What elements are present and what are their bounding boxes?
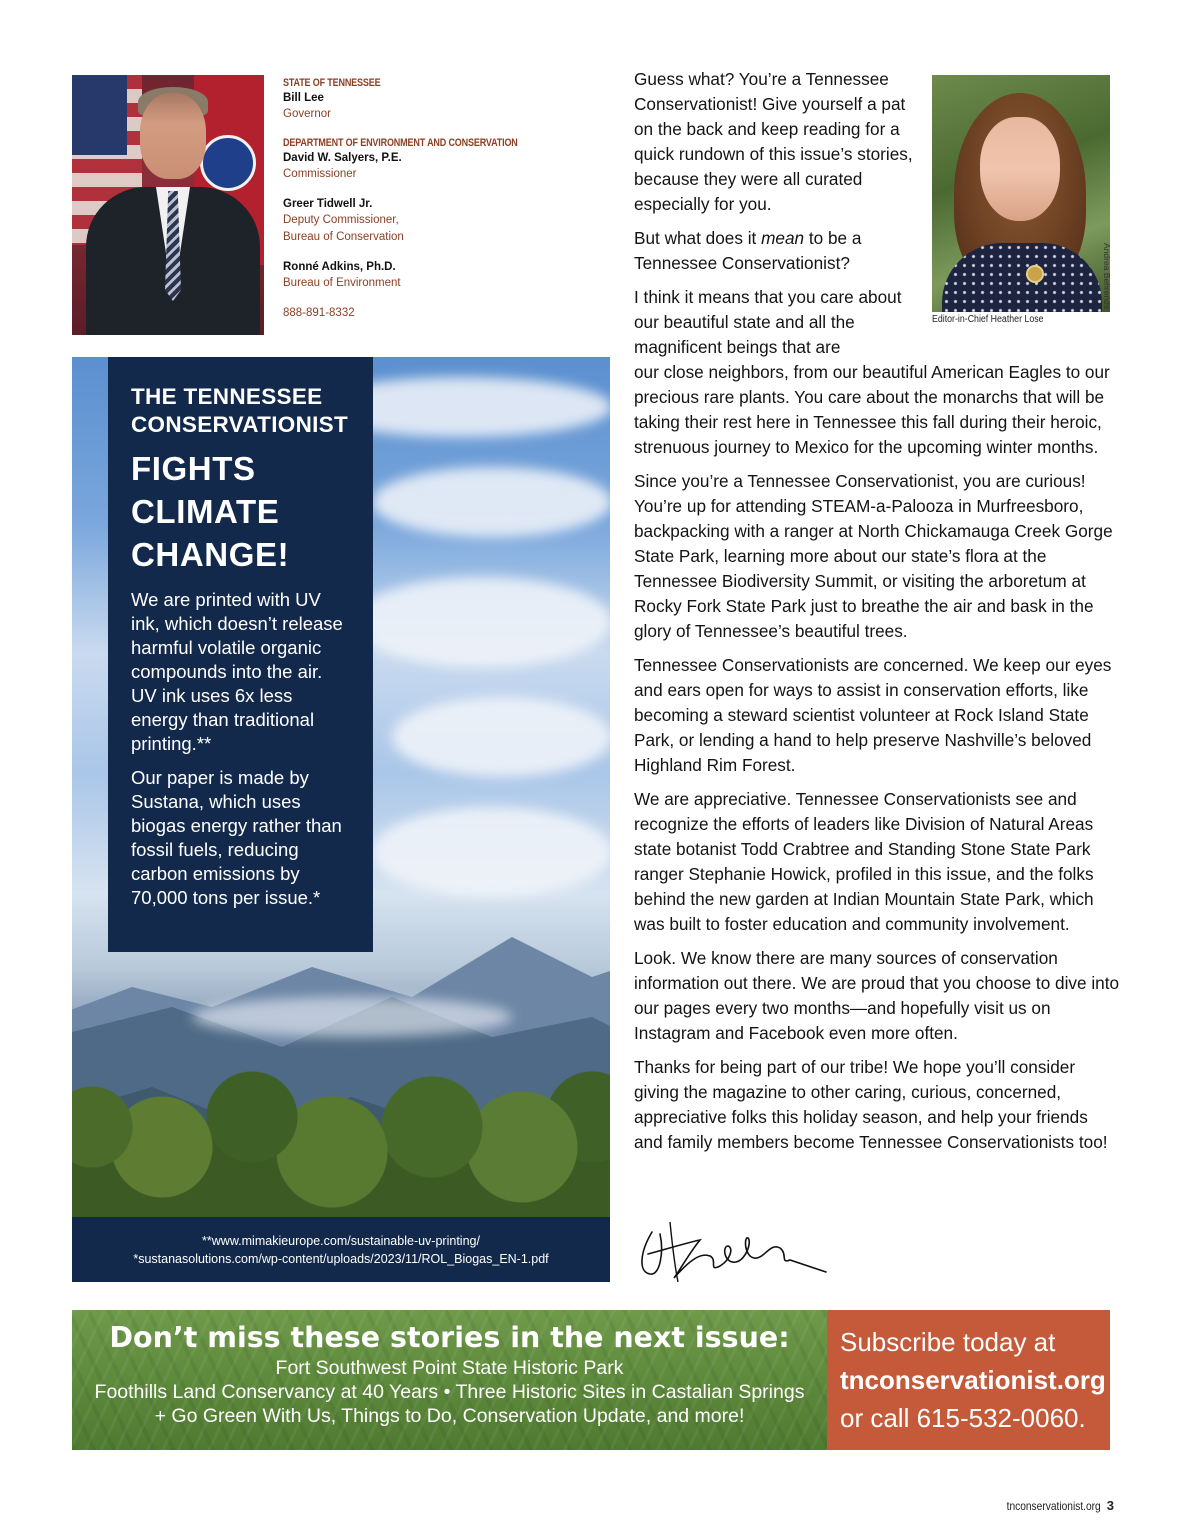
letter-paragraph-3 <box>634 285 1120 460</box>
climate-ad-box <box>108 357 373 952</box>
ad-uv-ink-paragraph: We are printed with UV ink, which doesn’t release harmful volatile organic compounds into the air. UV ink uses 6x less energy than traditional printing.** <box>131 589 343 754</box>
state-label: STATE OF TENNESSEE <box>283 77 381 89</box>
letter-paragraph-8: Thanks for being part of our tribe! We hope you’ll consider giving the magazine to other caring, curious, concerned, appreciative folks this holiday season, and help your friends and family members become Tennessee Conservationists too! <box>634 1057 1108 1152</box>
next-issue-headline: Don’t miss these stories in the next issue: <box>109 1321 790 1354</box>
env-title: Bureau of Environment <box>283 277 401 289</box>
governor-name: Bill Lee <box>283 92 324 104</box>
governor-photo <box>72 75 264 335</box>
letter-p3-part2: our close neighbors, from our beautiful American Eagles to our precious rare plants. You care about the monarchs that will be taking their rest here in Tennessee this fall during their heroic, strenuous journey to Mexico for the upcoming winter months. <box>634 362 1110 457</box>
letter-p3-part1: I think it means that you care about our beautiful state and all the magnificent beings that are <box>634 287 902 357</box>
subscribe-panel <box>827 1310 1110 1450</box>
deputy-name: Greer Tidwell Jr. <box>283 198 373 210</box>
ad-headline-line1: FIGHTS <box>131 450 256 487</box>
commissioner-title: Commissioner <box>283 168 357 180</box>
letter-paragraph-7: Look. We know there are many sources of conservation information out there. We are proud that you choose to dive into our pages every two months—and hopefully visit us on Instagram and Facebook even more often. <box>634 948 1120 1043</box>
next-issue-line1: Fort Southwest Point State Historic Park <box>275 1357 624 1379</box>
letter-p2-after: to be a Tennessee Conservationist? <box>634 228 862 273</box>
sources-bar <box>72 1217 610 1282</box>
env-name: Ronné Adkins, Ph.D. <box>283 261 396 273</box>
letter-paragraph-4: Since you’re a Tennessee Conservationist, you are curious! You’re up for attending STEAM-a-Palooza in Murfreesboro, backpacking with a ranger at North Chickamauga Creek Gorge State Park, learning more about our state’s flora at the Tennessee Biodiversity Summit, or visiting the arboretum at Rocky Fork State Park just to breathe the air and bask in the glory of Tennessee’s beautiful trees. <box>634 471 1113 641</box>
page-number: 3 <box>1106 1498 1114 1513</box>
us-flag-canton <box>72 75 127 155</box>
ad-headline <box>131 447 351 576</box>
next-issue-line2: Foothills Land Conservancy at 40 Years • Three Historic Sites in Castalian Springs <box>94 1381 805 1403</box>
ad-headline-line2: CLIMATE <box>131 493 280 530</box>
deputy-title-line2: Bureau of Conservation <box>283 231 404 243</box>
face <box>140 93 206 179</box>
letter-p2-emphasis: mean <box>761 228 805 248</box>
department-label: DEPARTMENT OF ENVIRONMENT AND CONSERVATION <box>283 137 518 149</box>
letter-paragraph-2 <box>634 226 916 276</box>
ad-kicker-line2: CONSERVATIONIST <box>131 412 349 437</box>
footer-url[interactable]: tnconservationist.org <box>1006 1499 1101 1513</box>
photo-credit: Andrea Behrends <box>1102 243 1112 310</box>
letter-paragraph-6: We are appreciative. Tennessee Conservationists see and recognize the efforts of leaders like Division of Natural Areas state botanist Todd Crabtree and Standing Stone State Park ranger Stephanie Howick, profiled in this issue, and the folks behind the new garden at Indian Mountain State Park, which was built to foster education and community involvement. <box>634 789 1094 934</box>
letter-paragraph-5: Tennessee Conservationists are concerned. We keep our eyes and ears open for ways to assist in conservation efforts, like becoming a steward scientist volunteer at Rock Island State Park, or lending a hand to help preserve Nashville’s beloved Highland Rim Forest. <box>634 655 1112 775</box>
deputy-title-line1: Deputy Commissioner, <box>283 214 399 226</box>
masthead-credits <box>283 76 583 321</box>
page-footer <box>990 1498 1114 1513</box>
subscribe-phone: or call 615-532-0060. <box>840 1403 1086 1433</box>
letter-p2-before: But what does it <box>634 228 762 248</box>
source-uv-printing: **www.mimakieurope.com/sustainable-uv-printing/ <box>202 1233 480 1248</box>
ad-paper-paragraph: Our paper is made by Sustana, which uses biogas energy rather than fossil fuels, reducing carbon emissions by 70,000 tons per issue.* <box>131 767 342 908</box>
commissioner-name: David W. Salyers, P.E. <box>283 152 402 164</box>
ad-headline-line3: CHANGE! <box>131 536 290 573</box>
source-sustana: *sustanasolutions.com/wp-content/uploads/2023/11/ROL_Biogas_EN-1.pdf <box>133 1251 549 1266</box>
next-issue-banner <box>72 1310 1110 1450</box>
next-issue-panel <box>72 1310 827 1450</box>
governor-title: Governor <box>283 108 331 120</box>
tree-line <box>72 1057 610 1217</box>
subscribe-line1: Subscribe today at <box>840 1327 1056 1357</box>
subscribe-url-link[interactable]: tnconservationist.org <box>840 1365 1106 1395</box>
editor-letter <box>634 67 1120 1164</box>
next-issue-line3: + Go Green With Us, Things to Do, Conservation Update, and more! <box>154 1405 745 1427</box>
tennessee-flag-emblem <box>200 135 256 191</box>
ad-kicker-line1: THE TENNESSEE <box>131 384 323 409</box>
letter-paragraph-1: Guess what? You’re a Tennessee Conservationist! Give yourself a pat on the back and keep reading for a quick rundown of this issue’s stories, because they were all curated especially for you. <box>634 69 913 214</box>
editor-signature <box>630 1212 830 1287</box>
phone-number: 888-891-8332 <box>283 307 355 319</box>
editor-caption: Editor-in-Chief Heather Lose <box>932 314 1044 325</box>
